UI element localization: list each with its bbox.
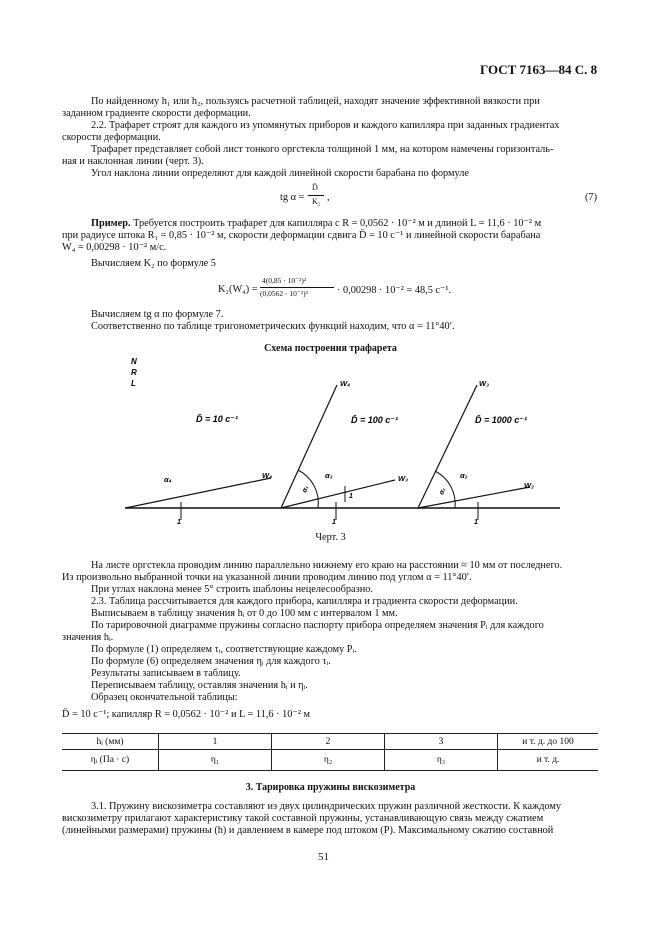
paragraph-line: Из произвольно выбранной точки на указанной линии проводим линию под углом α = 11°40′.: [62, 572, 472, 583]
line-w4: [125, 478, 271, 508]
table-header-row: [62, 734, 598, 750]
axis-label: R: [131, 368, 137, 377]
page-number: 51: [318, 851, 329, 863]
formula-numerator: D̄: [312, 183, 318, 192]
table-header-cell: hᵢ (мм): [62, 734, 159, 750]
table-cell: и т. д.: [498, 750, 599, 771]
fraction-bar: [308, 195, 324, 196]
angle-label: α₁: [438, 486, 448, 496]
paragraph-line: (линейными размерами) пружины (h) и давлением в камере под штоком (P). Максимальному сжатию составной: [62, 825, 554, 836]
paragraph-line: ная и наклонная линии (черт. 3).: [62, 156, 204, 167]
paragraph-line: вискозиметру прилагают характеристику такой составной пружины, устанавливающую связь между сжатием: [62, 813, 544, 824]
line-label: W₃: [479, 379, 489, 388]
line-label: W₂: [524, 481, 534, 490]
paragraph-line: По формуле (1) определяем τᵢ, соответствующие каждому Pᵢ.: [91, 644, 357, 655]
formula-lhs: tg α =: [280, 192, 305, 203]
gradient-label: D̄ = 100 с⁻¹: [351, 415, 399, 425]
tick-label: 1: [349, 493, 353, 500]
paragraph-line: Вычисляем tg α по формуле 7.: [91, 309, 224, 320]
results-table: [62, 733, 598, 771]
line-w3-steep: [418, 385, 477, 508]
paragraph-line: Трафарет представляет собой лист тонкого оргстекла толщиной 1 мм, на котором намечены горизонталь-: [91, 144, 554, 155]
angle-label: α₃: [325, 471, 333, 480]
diagram-title: Схема построения трафарета: [264, 343, 397, 354]
angle-label: α₄: [164, 475, 172, 484]
angle-label: α₂: [460, 471, 468, 480]
tick-label: 1: [177, 519, 181, 526]
paragraph-line: заданном градиенте скорости деформации.: [62, 108, 251, 119]
line-w3: [281, 480, 395, 508]
line-label: W₄: [340, 379, 351, 388]
paragraph-line: По тарировочной диаграмме пружины согласно паспорту прибора определяем значения Pᵢ для каждого: [91, 620, 544, 631]
paragraph-line: Угол наклона линии определяют для каждой линейной скорости барабана по формуле: [91, 168, 469, 179]
paragraph-line: при радиусе штока R₁ = 0,85 · 10⁻² м, скорости деформации сдвига D̄ = 10 с⁻¹ и линейной скорости барабана: [62, 230, 541, 241]
table-cell: η₁: [159, 750, 272, 771]
line-label: W₄: [262, 471, 273, 480]
formula-denominator: (0,0562 · 10⁻²)³: [260, 289, 308, 298]
paragraph-line: Соответственно по таблице тригонометрических функций находим, что α = 11°40′.: [91, 321, 455, 332]
angle-label: α₁: [301, 484, 311, 494]
paragraph-line: Результаты записываем в таблицу.: [91, 668, 241, 679]
figure-caption: Черт. 3: [315, 532, 346, 543]
paragraph-line: значения hᵢ.: [62, 632, 114, 643]
gradient-label: D̄ = 1000 с⁻¹: [475, 415, 528, 425]
paragraph-line: Образец окончательной таблицы:: [91, 692, 238, 703]
paragraph-line: D̄ = 10 с⁻¹; капилляр R = 0,0562 · 10⁻² и L = 11,6 · 10⁻² м: [62, 709, 311, 720]
formula-rhs: · 0,00298 · 10⁻² = 48,5 с⁻¹.: [337, 285, 452, 296]
section-title: 3. Тарировка пружины вискозиметра: [245, 782, 416, 793]
tick-label: 1: [474, 519, 478, 526]
paragraph-line: W₄ = 0,00298 · 10⁻² м/с.: [62, 242, 167, 253]
formula-k2: [218, 276, 478, 302]
paragraph-line: При углах наклона менее 5° строить шаблоны нецелесообразно.: [91, 584, 373, 595]
table-header-cell: и т. д. до 100: [498, 734, 599, 750]
paragraph-line: Вычисляем K₂ по формуле 5: [91, 258, 216, 269]
table-row: [62, 750, 598, 771]
paragraph-line: Переписываем таблицу, оставляя значения hᵢ и ηᵢ.: [91, 680, 308, 691]
paragraph-line: скорости деформации.: [62, 132, 161, 143]
axis-label: N: [131, 357, 137, 366]
axis-label: L: [131, 379, 136, 388]
table-header-cell: 3: [385, 734, 498, 750]
paragraph-line: По найденному h₁ или h₂, пользуясь расчетной таблицей, находят значение эффективной вязкости при: [91, 96, 540, 107]
page-header: ГОСТ 7163—84 С. 8: [480, 62, 598, 77]
paragraph-line: По формуле (6) определяем значения ηᵢ для каждого τᵢ.: [91, 656, 331, 667]
table-cell: ηᵢ (Па · с): [62, 750, 159, 771]
line-label: W₃: [398, 474, 408, 483]
line-w2: [418, 487, 530, 508]
paragraph-line: Выписываем в таблицу значения hᵢ от 0 до 100 мм с интервалом 1 мм.: [91, 608, 398, 619]
table-header-cell: 2: [272, 734, 385, 750]
paragraph-line: 2.3. Таблица рассчитывается для каждого прибора, капилляра и градиента скорости деформации.: [91, 596, 518, 607]
formula-lhs: K₂(W₄) =: [218, 284, 258, 295]
example-text: Требуется построить трафарет для капилляра с R = 0,0562 · 10⁻² м и длиной L = 11,6 · 10⁻² м: [133, 218, 542, 229]
formula-tail: ,: [327, 192, 330, 203]
formula-number: (7): [585, 192, 598, 203]
table-cell: η₃: [385, 750, 498, 771]
paragraph-line: На листе оргстекла проводим линию параллельно нижнему его краю на расстоянии ≈ 10 мм от последнего.: [91, 560, 563, 571]
table-cell: η₂: [272, 750, 385, 771]
paragraph-line: 3.1. Пружину вискозиметра составляют из двух цилиндрических пружин различной жесткости. К каждому: [91, 801, 562, 812]
example-label: Пример.: [91, 218, 131, 229]
fraction-bar: [260, 287, 334, 288]
template-diagram: [0, 350, 661, 530]
paragraph-line: 2.2. Трафарет строят для каждого из упомянутых приборов и каждого капилляра при заданных градиентах: [91, 120, 560, 131]
formula-numerator: 4(0,85 · 10⁻²)²: [262, 276, 307, 285]
tick-label: 1: [332, 519, 336, 526]
gradient-label: D̄ = 10 с⁻¹: [196, 414, 239, 424]
formula-denominator: K₂: [312, 197, 321, 206]
table-header-cell: 1: [159, 734, 272, 750]
